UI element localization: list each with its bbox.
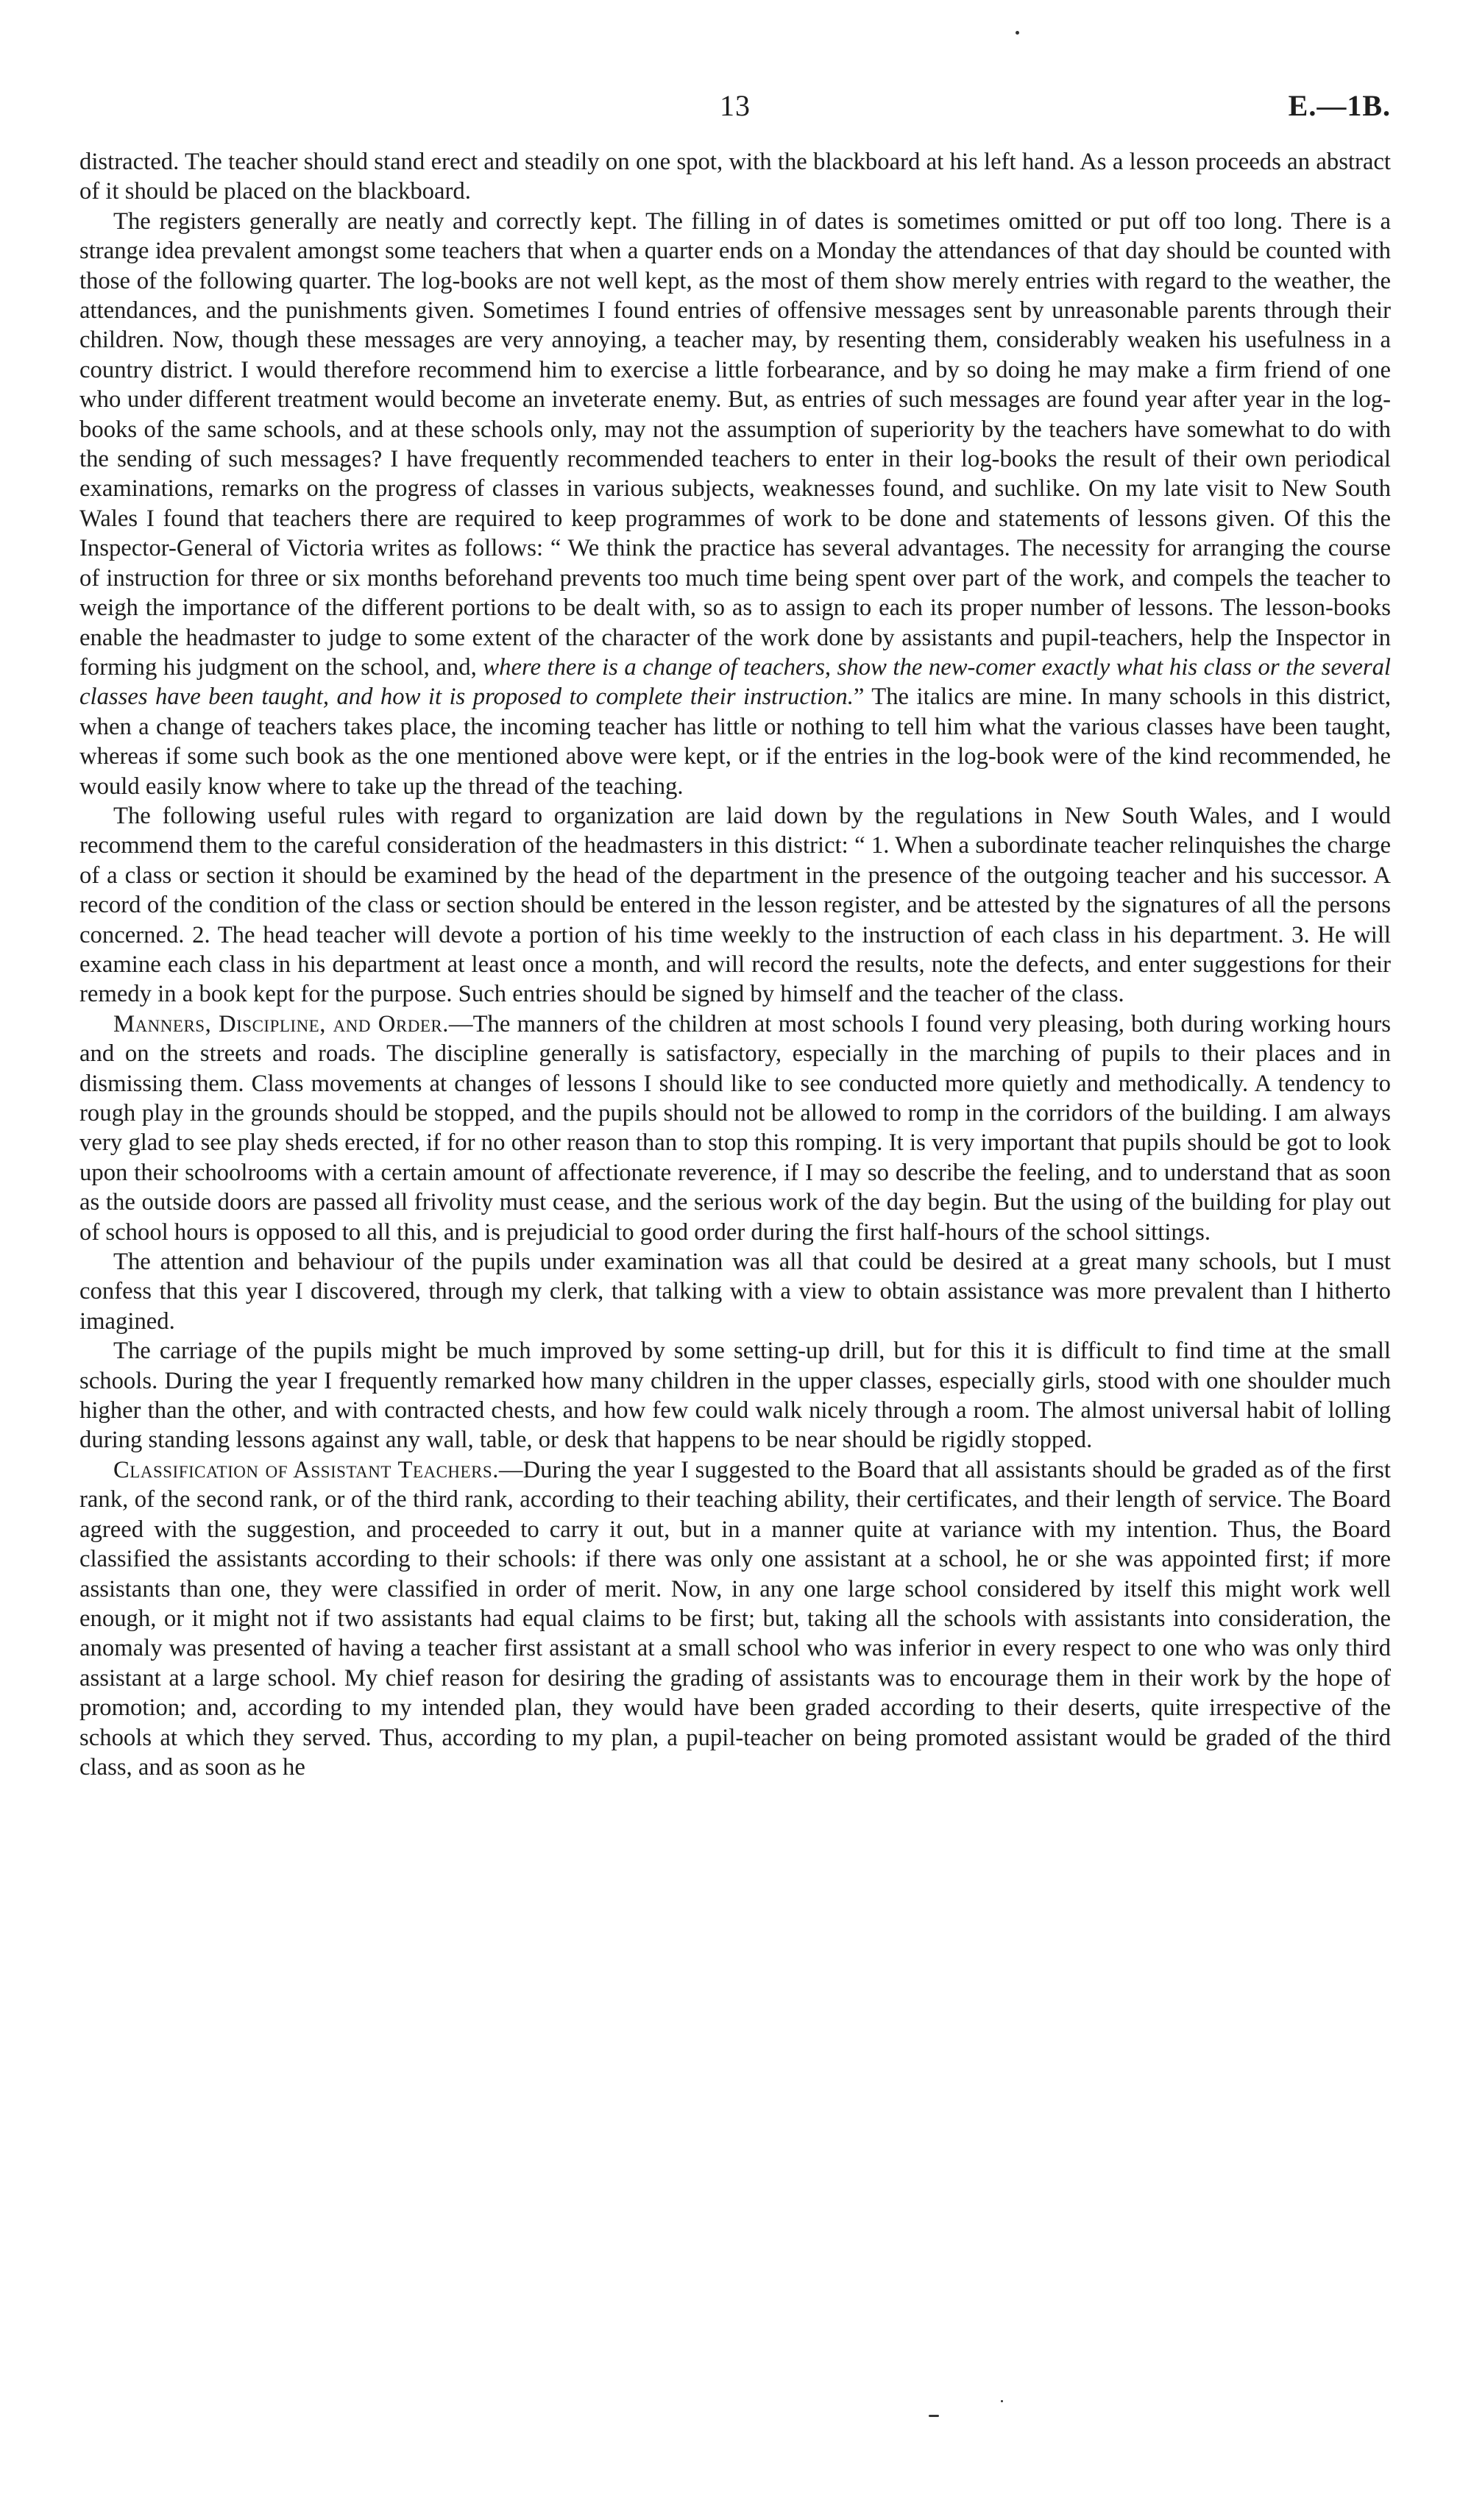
document-reference: E.—1B. — [1288, 89, 1391, 122]
italic-quote: where there is a change of teachers, show the new-comer exactly what his class or the several classes have been taught, and how it is proposed to complete their instruction. — [79, 653, 1392, 711]
section-heading: Classification of Assistant Teachers. — [113, 1456, 499, 1483]
page-number: 13 — [720, 89, 751, 122]
paragraph-text: The registers generally are neatly and correctly kept. The filling in of dates is sometimes omitted or put off too long. There is a strange idea prevalent amongst some teachers that when a quarter ends on a Monday the attendances of that day should be counted with those of the following quarter. The log-books are not well kept, as the most of them show merely entries with regard to the weather, the attendances, and the punishments given. Sometimes I found entries of offensive messages sent by unreasonable parents through their children. Now, though these messages are very annoying, a teacher may, by resenting them, considerably weaken his usefulness in a country district. I would therefore recommend him to exercise a little forbearance, and by so doing he may make a firm friend of one who under different treatment would become an inveterate enemy. But, as entries of such messages are found year after year in the log-books of the same schools, and at these schools only, may not the assumption of superiority by the teachers have somewhat to do with the sending of such messages? I have frequently recommended teachers to enter in their log-books the result of their own periodical examinations, remarks on the progress of classes in various subjects, weaknesses found, and suchlike. On my late visit to New South Wales I found that teachers there are required to keep programmes of work to be done and statements of lessons given. Of this the Inspector-General of Victoria writes as follows: “ We think the practice has several advantages. The necessity for arranging the course of instruction for three or six months beforehand prevents too much time being spent over part of the work, and compels the teacher to weigh the importance of the different portions to be dealt with, so as to assign to each its proper number of lessons. The lesson-books enable the headmaster to judge to some extent of the character of the work done by assistants and pupil-teachers, help the Inspector in forming his judgment on the school, and, — [79, 207, 1391, 681]
paragraph-registers — [79, 207, 1391, 801]
paragraph-text-continued: ” The italics are mine. In many schools in this district, when a change of teachers takes place, the incoming teacher has little or nothing to tell him what the various classes have been taught, whereas if some such book as the one mentioned above were kept, or if the entries in the log-book were of the kind recommended, he would easily know where to take up the thread of the teaching. — [79, 684, 1391, 800]
paragraph-attention — [79, 1247, 1391, 1336]
paragraph-text: The following useful rules with regard to organization are laid down by the regulations in New South Wales, and I would recommend them to the careful consideration of the headmasters in this district: “ 1. When a subordinate teacher relinquishes the charge of a class or section it should be examined by the head of the department in the presence of the outgoing teacher and his successor. A record of the condition of the class or section should be entered in the lesson register, and be attested by the signatures of all the persons concerned. 2. The head teacher will devote a portion of his time weekly to the instruction of each class in his department. 3. He will examine each class in his department at least once a month, and will record the results, note the defects, and enter suggestions for their remedy in a book kept for the purpose. Such entries should be signed by himself and the teacher of the class. — [79, 802, 1391, 1008]
ink-speck — [929, 2415, 939, 2417]
paragraph-organization-rules — [79, 801, 1391, 1009]
paragraph-text: —The manners of the children at most schools I found very pleasing, both during working hours and on the streets and roads. The discipline generally is satisfactory, especially in the marching of pupils to their places and in dismissing them. Class movements at changes of lessons I should like to see conducted more quietly and methodically. A tendency to rough play in the grounds should be stopped, and the pupils should not be allowed to romp in the corridors of the building. I am always very glad to see play sheds erected, if for no other reason than to stop this romping. It is very important that pupils should be got to look upon their schoolrooms with a certain amount of affectionate reverence, if I may so describe the feeling, and to understand that as soon as the outside doors are passed all frivolity must cease, and the serious work of the day begin. But the using of the building for play out of school hours is opposed to all this, and is prejudicial to good order during the first half-hours of the school sittings. — [79, 1010, 1391, 1246]
paragraph-1 — [79, 147, 1391, 207]
section-heading: Manners, Discipline, and Order. — [113, 1010, 449, 1037]
paragraph-text: The attention and behaviour of the pupils under examination was all that could be desired at a great many schools, but I must confess that this year I discovered, through my clerk, that talking with a view to obtain assistance was more prevalent than I hitherto imagined. — [79, 1249, 1391, 1335]
paragraph-text: distracted. The teacher should stand erect and steadily on one spot, with the blackboard at his left hand. As a lesson proceeds an abstract of it should be placed on the blackboard. — [79, 149, 1391, 205]
paragraph-carriage — [79, 1336, 1391, 1455]
ink-speck — [1001, 2400, 1003, 2402]
paragraph-text: —During the year I suggested to the Board that all assistants should be graded as of the first rank, of the second rank, or of the third rank, according to their teaching ability, their certificates, and their length of service. The Board agreed with the suggestion, and proceeded to carry it out, but in a manner quite at variance with my intention. Thus, the Board classified the assistants according to their schools: if there was only one assistant at a school, he or she was appointed first; if more assistants than one, they were classified in order of merit. Now, in any one large school considered by itself this might work well enough, or it might not if two assistants had equal claims to be first; but, taking all the schools with assistants into consideration, the anomaly was presented of having a teacher first assistant at a small school who was inferior in every respect to one who was only third assistant at a large school. My chief reason for desiring the grading of assistants was to encourage them in their work by the hope of promotion; and, according to my intended plan, they would have been graded according to their deserts, quite irrespective of the schools at which they served. Thus, according to my plan, a pupil-teacher on being promoted assistant would be graded of the third class, and as soon as he — [79, 1456, 1391, 1781]
paragraph-manners — [79, 1009, 1391, 1247]
paragraph-classification — [79, 1455, 1391, 1782]
paragraph-text: The carriage of the pupils might be much improved by some setting-up drill, but for this it is difficult to find time at the small schools. During the year I frequently remarked how many children in the upper classes, especially girls, stood with one shoulder much higher than the other, and with contracted chests, and how few could walk nicely through a room. The almost universal habit of lolling during standing lessons against any wall, table, or desk that happens to be near should be rigidly stopped. — [79, 1338, 1391, 1454]
ink-speck — [1016, 31, 1019, 35]
body-text — [79, 147, 1391, 1782]
page-header — [79, 81, 1391, 125]
document-page — [79, 81, 1391, 1782]
